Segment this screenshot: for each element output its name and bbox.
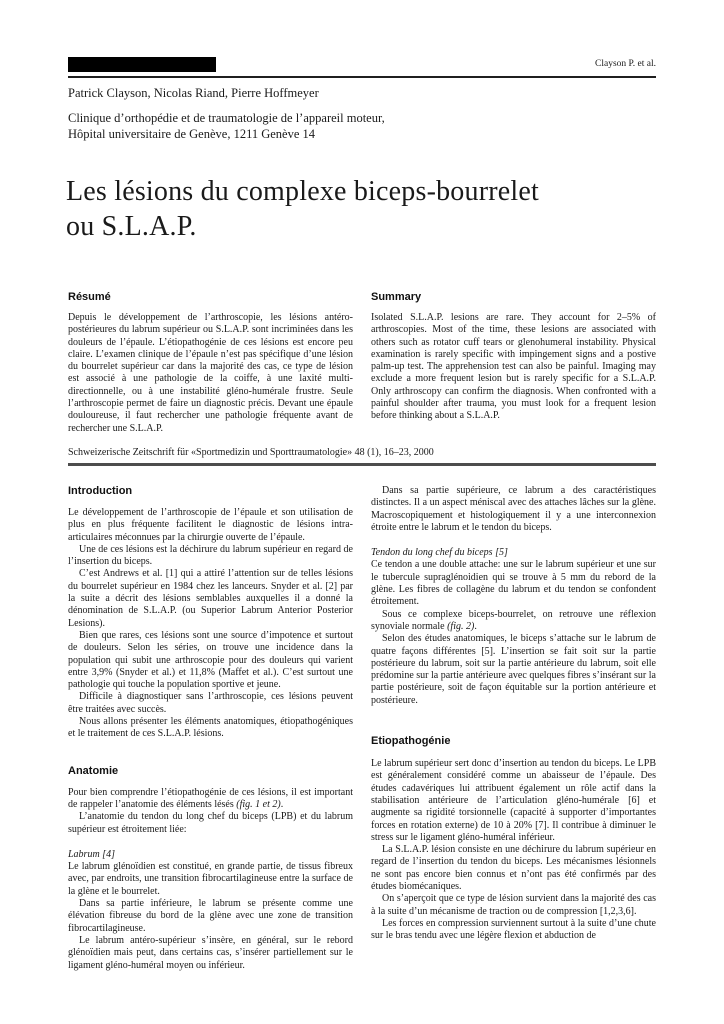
paragraph: Ce tendon a une double attache: une sur le labrum supérieur et une sur le tubercule supraglénoidien qui se trouve à 5 mm du rebord de la glène. Les fibres de collagène du labrum et du tendon se confondent étroitement. <box>371 559 656 608</box>
summary-section <box>371 291 656 435</box>
tendon-subheading: Tendon du long chef du biceps [5] <box>371 547 508 559</box>
paragraph: Dans sa partie inférieure, le labrum se présente comme une élévation fibreuse du bord de la glène avec une zone de transition fibrocartilagineuse. <box>68 898 353 934</box>
figure-reference: (fig. 1 et 2) <box>236 798 281 810</box>
resume-body: Depuis le développement de l’arthroscopie, les lésions antéro-postérieures du labrum supérieur ou S.L.A.P. sont incriminées dans les douleurs de l’épaule. L’étiopathogénie de ces lésions est encore peu claire. L’examen clinique de l’épaule n’est pas spécifique d’une lésion du bourrelet supérieur car dans la majorité des cas, ce type de lésion est associé à une pathologie de la coiffe, à une laxité multi-directionnelle, ou à une instabilité gléno-humérale frustre. Seule l’arthroscopie permet de faire un diagnostic précis. Devant une épaule douloureuse, il faut rechercher une pathologie fréquente avant de rechercher une S.L.A.P. <box>68 312 353 434</box>
right-column <box>371 485 656 943</box>
paragraph-text: Sous ce complexe biceps-bourrelet, on retrouve une réflexion synoviale normale <box>371 608 656 632</box>
paragraph: Le développement de l’arthroscopie de l’épaule et son utilisation de plus en plus fréquente facilitent le diagnostic de lésions intra-articulaires méconnues par la chirurgie ouverte de l’épaule. <box>68 507 353 543</box>
paragraph: Dans sa partie supérieure, ce labrum a des caractéristiques distinctes. Il a un aspect méniscal avec des attaches lâches sur la glène. Macroscopiquement et histologiquement il y a une interconnexion étroite entre le labrum et le tendon du biceps. <box>371 485 656 533</box>
affiliation-line-1: Clinique d’orthopédie et de traumatologie de l’appareil moteur, <box>68 111 385 125</box>
redacted-logo-bar <box>68 57 216 72</box>
paragraph: Une de ces lésions est la déchirure du labrum supérieur en regard de l’insertion du biceps. <box>68 543 353 568</box>
paragraph: La S.L.A.P. lésion consiste en une déchirure du labrum supérieur en regard de l’insertion du tendon du biceps. Les mécanismes lésionnels ne sont pas encore bien connus et n’ont pas été confirmés par des études biomécaniques. <box>371 844 656 893</box>
header-divider <box>68 76 656 78</box>
summary-body: Isolated S.L.A.P. lesions are rare. They account for 2–5% of arthroscopies. Most of the time, these lesions are associated with others such as rotator cuff tears or glenohumeral instability. Physical examination is rarely specific with impingement signs and a postive palm-up test. The apprehension test can also be painful. Imaging may exclude a more frequent lesion but is rarely specific for a S.L.A.P. Only arthroscopy can confirm the diagnosis. When confronted with a painful shoulder after trauma, you must look for a frequent lesion before thinking about a S.L.A.P. <box>371 312 656 422</box>
paragraph: Le labrum glénoïdien est constitué, en grande partie, de tissus fibreux avec, par endroits, une transition fibrocartilagineuse entre la surface de la glène et le bourrelet. <box>68 861 353 897</box>
resume-heading: Résumé <box>68 291 111 303</box>
paragraph-text: . <box>280 798 284 810</box>
paragraph: Le labrum antéro-supérieur s’insère, en général, sur le rebord glénoïdien mais peut, dans certains cas, s’insérer partiellement sur le ligament gléno-huméral moyen ou inférieur. <box>68 934 353 971</box>
article-title-line-2: ou S.L.A.P. <box>66 211 197 242</box>
paragraph <box>68 787 353 812</box>
paragraph-text: . <box>474 620 477 632</box>
article-title-line-1: Les lésions du complexe biceps-bourrelet <box>66 176 539 207</box>
paragraph: Selon des études anatomiques, le biceps s’attache sur le labrum de quatre façons différentes [5]. L’insertion se fait soit sur la partie postérieure du labrum, soit sur la partie antérieure du labrum, soit elle prédomine sur la partie antérieure avec quelques fibres s’insérant sur la partie postérieure, soit de façon équitable sur la portion antérieure et postérieure. <box>371 633 656 706</box>
paragraph: On s’aperçoit que ce type de lésion survient dans la majorité des cas à la suite d’un mécanisme de traction ou de compression [1,2,3,6]. <box>371 893 656 917</box>
paragraph <box>371 609 656 634</box>
paragraph: Nous allons présenter les éléments anatomiques, étiopathogéniques et le traitement de ces S.L.A.P. lésions. <box>68 716 353 740</box>
paragraph-text: Pour bien comprendre l’étiopathogénie de ces lésions, il est important de rappeler l’anatomie des éléments lésés <box>68 786 353 810</box>
etiopathogenie-heading: Etiopathogénie <box>371 735 451 748</box>
introduction-heading: Introduction <box>68 485 133 497</box>
main-text <box>68 485 656 972</box>
paragraph: Bien que rares, ces lésions sont une source d’impotence et surtout de douleurs. Selon les séries, on trouve une incidence dans la population qui subit une arthroscopie pour des douleurs qui varient entre 3,9% (Snyder et al.) et 11,8% (Maffet et al.). C’est surtout une pathologie qui touche la population sportive et jeune. <box>68 629 353 691</box>
labrum-subheading: Labrum [4] <box>68 848 115 860</box>
paragraph: Le labrum supérieur sert donc d’insertion au tendon du biceps. Le LPB est généralement considéré comme un abaisseur de l’épaule. Des études cadavériques lui attribuent également un rôle actif dans la stabilisation antérieure de l’articulation gléno-humérale [6] et augmente sa rigidité torsionnelle (capacité à supporter d’importantes forces en rotation externe) de 10 à 20% [7]. Il contribue à diminuer le stress sur le ligament gléno-huméral inférieur. <box>371 758 656 843</box>
authors-line: Patrick Clayson, Nicolas Riand, Pierre Hoffmeyer <box>68 86 319 100</box>
article-title <box>66 174 539 244</box>
paragraph: C’est Andrews et al. [1] qui a attiré l’attention sur de telles lésions du bourrelet supérieur en 1984 chez les lanceurs. Snyder et al. [2] par la suite a décrit des lésions semblables auxquelles il a donné la dénomination de S.L.A.P. (ou Superior Labrum Anterior Posterior Lesions). <box>68 568 353 629</box>
running-head: Clayson P. et al. <box>595 59 656 69</box>
left-column <box>68 485 353 972</box>
paragraph: Les forces en compression surviennent surtout à la suite d’une chute sur le bras tendu avec une légère flexion et abduction de <box>371 917 656 942</box>
anatomie-heading: Anatomie <box>68 764 119 777</box>
journal-divider <box>68 463 656 466</box>
journal-citation: Schweizerische Zeitschrift für «Sportmedizin und Sporttraumatologie» 48 (1), 16–23, 2000 <box>68 447 434 458</box>
summary-heading: Summary <box>371 291 422 303</box>
figure-reference: (fig. 2) <box>447 620 475 632</box>
affiliation-block <box>68 110 385 142</box>
abstracts-row <box>68 291 656 435</box>
affiliation-line-2: Hôpital universitaire de Genève, 1211 Genève 14 <box>68 127 316 141</box>
paragraph: L’anatomie du tendon du long chef du biceps (LPB) et du labrum supérieur est étroitement liée: <box>68 811 353 835</box>
resume-section <box>68 291 353 435</box>
paragraph: Difficile à diagnostiquer sans l’arthroscopie, ces lésions peuvent être traitées avec succès. <box>68 691 353 715</box>
